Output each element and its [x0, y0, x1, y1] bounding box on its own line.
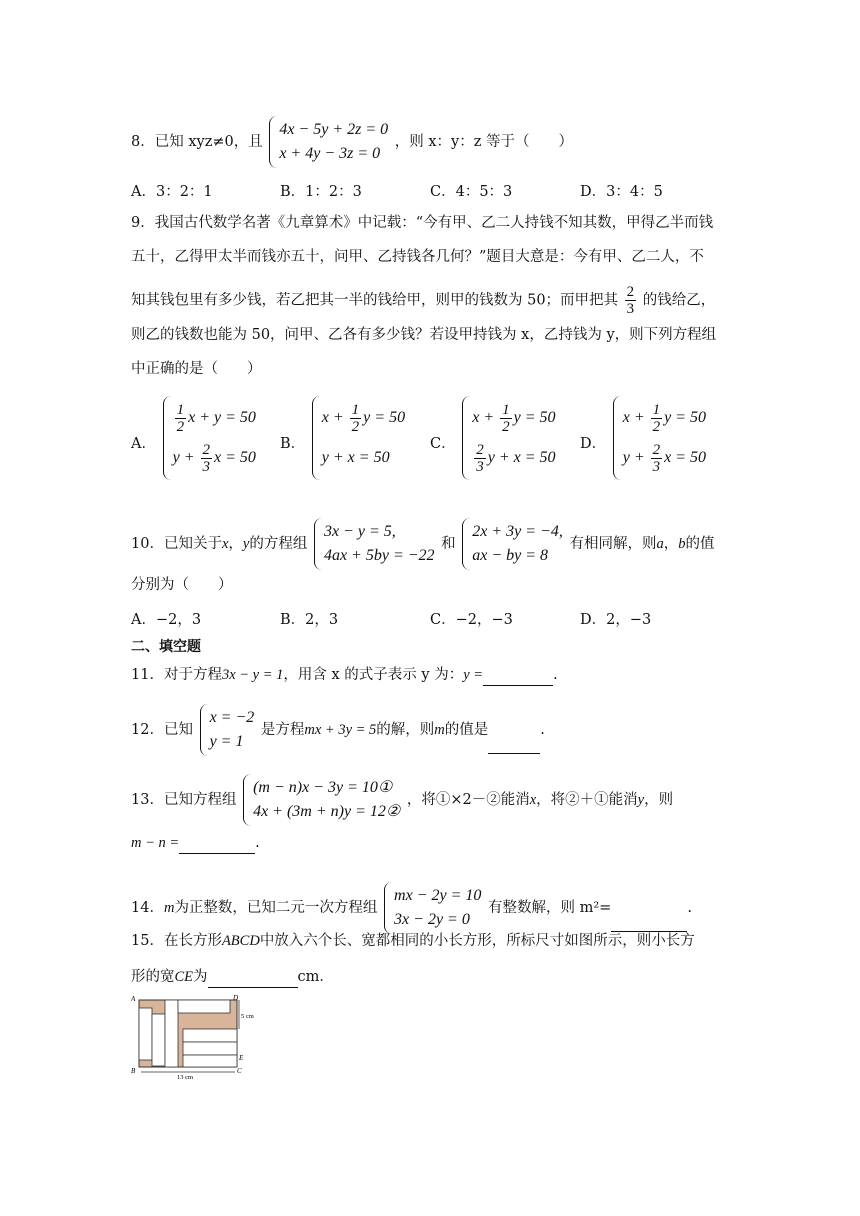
q9-option-b: B． x + $\frac{1}{2}$ y = 50 y + x = 50	[280, 398, 407, 478]
q9-option-d: D． x + $\frac{1}{2}$ y = 50 y + $\frac{2}{3}$ x = 50	[580, 398, 708, 478]
label-a: A	[131, 995, 136, 1003]
q13-line-2: m − n = .	[131, 832, 260, 854]
question-14: 14．m为正整数，已知二元一次方程组 mx − 2y = 10 3x − 2y = 0 有整数解，则 m²= .	[131, 884, 692, 932]
q10-option-a: A．−2，3	[131, 612, 202, 628]
q10-option-c: C．−2，−3	[430, 612, 513, 628]
question-8	[131, 118, 573, 166]
label-e: E	[239, 1054, 244, 1062]
dim-right: 5 cm	[241, 1013, 254, 1020]
question-11: 11．对于方程3x − y = 1，用含 x 的式子表示 y 为：y = .	[131, 664, 558, 686]
label-d: D	[233, 994, 239, 1002]
label-c: C	[237, 1067, 242, 1075]
q9-line-5: 中正确的是（ ）	[131, 361, 262, 377]
q8-stem-pre: 8．已知 xyz≠0，且	[131, 134, 263, 150]
q15-line-2: 形的宽CE为 cm．	[131, 966, 334, 988]
label-b: B	[131, 1067, 136, 1075]
q9-line-1: 9．我国古代数学名著《九章算术》中记载：“今有甲、乙二人持钱不知其数，甲得乙半而钱	[131, 215, 714, 231]
q9-fraction: $\frac{2}{3}$	[626, 284, 635, 317]
q15-answer-blank[interactable]	[208, 971, 298, 988]
q10-option-d: D．2，−3	[580, 612, 652, 628]
q9-option-c: C． x + $\frac{1}{2}$ y = 50 $\frac{2}{3}$ y + x = 50	[430, 398, 558, 478]
q12-answer-blank[interactable]	[488, 737, 540, 754]
q10-system-1: 3x − y = 5, 4ax + 5by = −22	[314, 520, 435, 568]
dim-bottom: 13 cm	[177, 1074, 194, 1080]
q8-option-d: D．3：4：5	[580, 184, 663, 200]
q10-system-2: 2x + 3y = −4, ax − by = 8	[462, 520, 563, 568]
q15-line-1: 15．在长方形ABCD中放入六个长、宽都相同的小长方形，所标尺寸如图所示，则小长方	[131, 933, 695, 949]
q8-option-b: B．1：2：3	[280, 184, 362, 200]
q9-option-a: A． $\frac{1}{2}$ x + y = 50 y + $\frac{2}{3}$ x = 50	[131, 398, 258, 478]
q9-line-3-tail: 的钱给乙，	[642, 292, 716, 309]
q8-option-c: C．4：5：3	[430, 184, 513, 200]
section-heading: 二、填空题	[131, 639, 201, 655]
question-10: 10．已知关于x，y的方程组 3x − y = 5, 4ax + 5by = −22 和 2x + 3y = −4, ax − by = 8 有相同解，则a，b的值	[131, 520, 714, 568]
q8-eq2: x + 4y − 3z = 0	[279, 145, 381, 162]
q13-answer-blank[interactable]	[179, 837, 255, 854]
q8-stem-post: ，则 x：y：z 等于（ ）	[394, 134, 573, 150]
question-12: 12．已知 x = −2 y = 1 是方程mx + 3y = 5的解，则m的值是 .	[131, 706, 545, 754]
q8-option-a: A．3：2：1	[131, 184, 213, 200]
q9-line-4: 则乙的钱数也能为 50，问甲、乙各有多少钱？若设甲持钱为 x，乙持钱为 y，则下列方程组	[131, 327, 717, 343]
q10-line-2: 分别为（ ）	[131, 577, 233, 593]
q9-line-3	[131, 284, 715, 317]
q8-eq1: 4x − 5y + 2z = 0	[279, 121, 389, 138]
q10-option-b: B．2，3	[280, 612, 339, 628]
rectangle-figure	[131, 994, 261, 1084]
q9-line-3-text: 知其钱包里有多少钱，若乙把其一半的钱给甲，则甲的钱数为 50；而甲把其	[131, 292, 619, 309]
q9-line-2: 五十，乙得甲太半而钱亦五十，问甲、乙持钱各几何？”题目大意是：今有甲、乙二人，不	[131, 249, 704, 265]
question-13: 13．已知方程组 (m − n)x − 3y = 10① 4x + (3m + n)y = 12② ，将①×2－②能消x，将②＋①能消y，则	[131, 776, 673, 824]
q8-equation-system	[269, 118, 388, 166]
q11-answer-blank[interactable]	[483, 669, 553, 686]
